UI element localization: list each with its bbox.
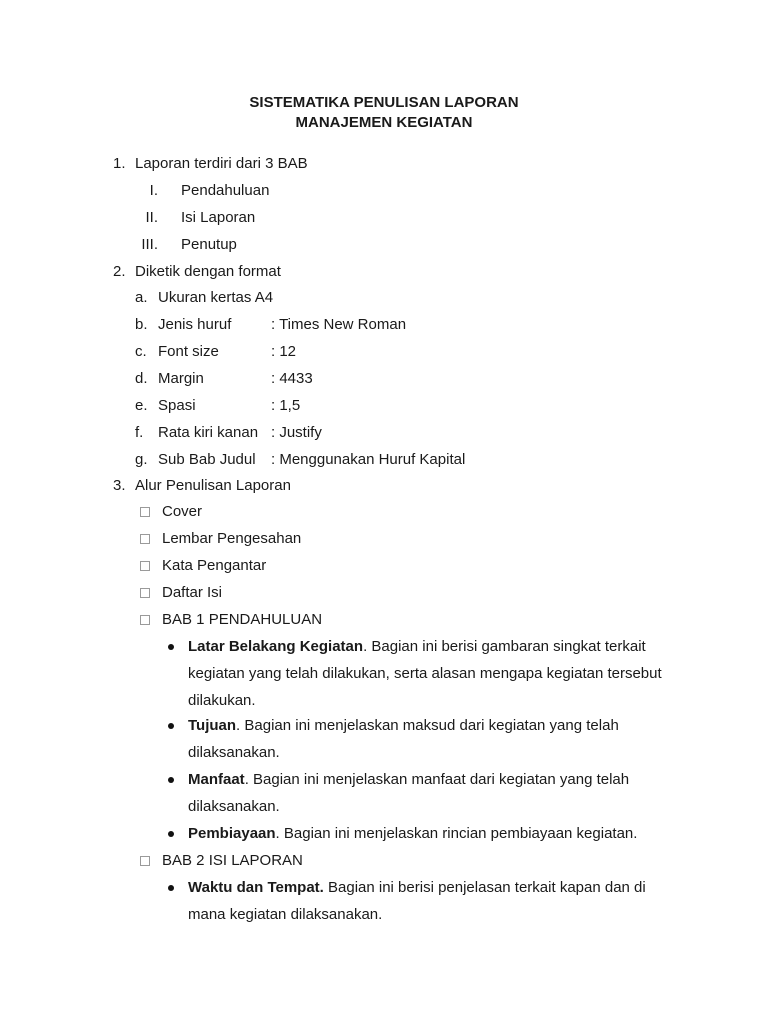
format-label: Sub Bab Judul [158,451,256,468]
empty-box-icon [140,615,150,625]
bullet-description: . Bagian ini berisi gambaran singkat terkait [363,638,646,655]
bullet-description: Bagian ini berisi penjelasan terkait kapan dan di [323,879,646,896]
list-item-text: Pendahuluan [181,182,270,199]
bullet-description: dilaksanakan. [188,798,280,815]
bullet-bold-term: Tujuan [188,717,237,734]
list-letter: c. [135,343,147,360]
bullet-description: . Bagian ini menjelaskan maksud dari kegiatan yang telah [236,717,619,734]
bullet-description: dilaksanakan. [188,744,280,761]
bullet-description: dilakukan. [188,692,256,709]
list-item-text: Alur Penulisan Laporan [135,477,291,494]
list-letter: d. [135,370,148,387]
format-label: Font size [158,343,219,360]
list-letter: f. [135,424,144,441]
list-letter: b. [135,316,148,333]
bullet-icon [168,831,174,837]
list-letter: g. [135,451,148,468]
list-item-text: Diketik dengan format [135,263,281,280]
bullet-text [188,716,619,736]
bullet-text [188,637,646,657]
roman-numeral: I. [149,182,158,199]
format-value: : 4433 [271,370,313,387]
empty-box-icon [140,856,150,866]
bullet-bold-term: Latar Belakang Kegiatan [188,638,364,655]
list-item-text: Isi Laporan [181,209,256,226]
list-letter: e. [135,397,148,414]
bullet-description: mana kegiatan dilaksanakan. [188,906,383,923]
format-value: : 12 [271,343,297,360]
bullet-description: . Bagian ini menjelaskan rincian pembiayaan kegiatan. [275,825,638,842]
list-number: 2. [113,263,126,280]
bullet-icon [168,777,174,783]
format-value: : Justify [271,424,322,441]
empty-box-icon [140,534,150,544]
bullet-bold-term: Pembiayaan [188,825,276,842]
document-title-line2: MANAJEMEN KEGIATAN [295,114,473,131]
bullet-bold-term: Manfaat [188,771,245,788]
list-item-text: Kata Pengantar [162,557,267,574]
roman-numeral: II. [145,209,158,226]
list-item-text: Daftar Isi [162,584,223,601]
format-label: Jenis huruf [158,316,232,333]
list-item-text: BAB 2 ISI LAPORAN [162,852,303,869]
list-item-text: Cover [162,503,203,520]
bullet-text [188,770,629,790]
list-item-text: Penutup [181,236,237,253]
bullet-description: kegiatan yang telah dilakukan, serta alasan mengapa kegiatan tersebut [188,665,662,682]
document-title-line1: SISTEMATIKA PENULISAN LAPORAN [249,94,519,111]
empty-box-icon [140,588,150,598]
format-value: : Menggunakan Huruf Kapital [271,451,466,468]
list-letter: a. [135,289,148,306]
bullet-bold-term: Waktu dan Tempat. [188,879,324,896]
list-item-text: Laporan terdiri dari 3 BAB [135,155,308,172]
bullet-description: . Bagian ini menjelaskan manfaat dari kegiatan yang telah [244,771,630,788]
format-label: Spasi [158,397,196,414]
bullet-icon [168,723,174,729]
format-label: Margin [158,370,204,387]
bullet-icon [168,644,174,650]
list-item-text: Lembar Pengesahan [162,530,302,547]
bullet-icon [168,885,174,891]
roman-numeral: III. [141,236,158,253]
list-number: 3. [113,477,126,494]
bullet-text [188,878,646,898]
format-label: Ukuran kertas A4 [158,289,274,306]
format-value: : 1,5 [271,397,301,414]
format-label: Rata kiri kanan [158,424,259,441]
empty-box-icon [140,561,150,571]
empty-box-icon [140,507,150,517]
format-value: : Times New Roman [271,316,407,333]
list-number: 1. [113,155,126,172]
bullet-text [188,824,637,844]
list-item-text: BAB 1 PENDAHULUAN [162,611,323,628]
